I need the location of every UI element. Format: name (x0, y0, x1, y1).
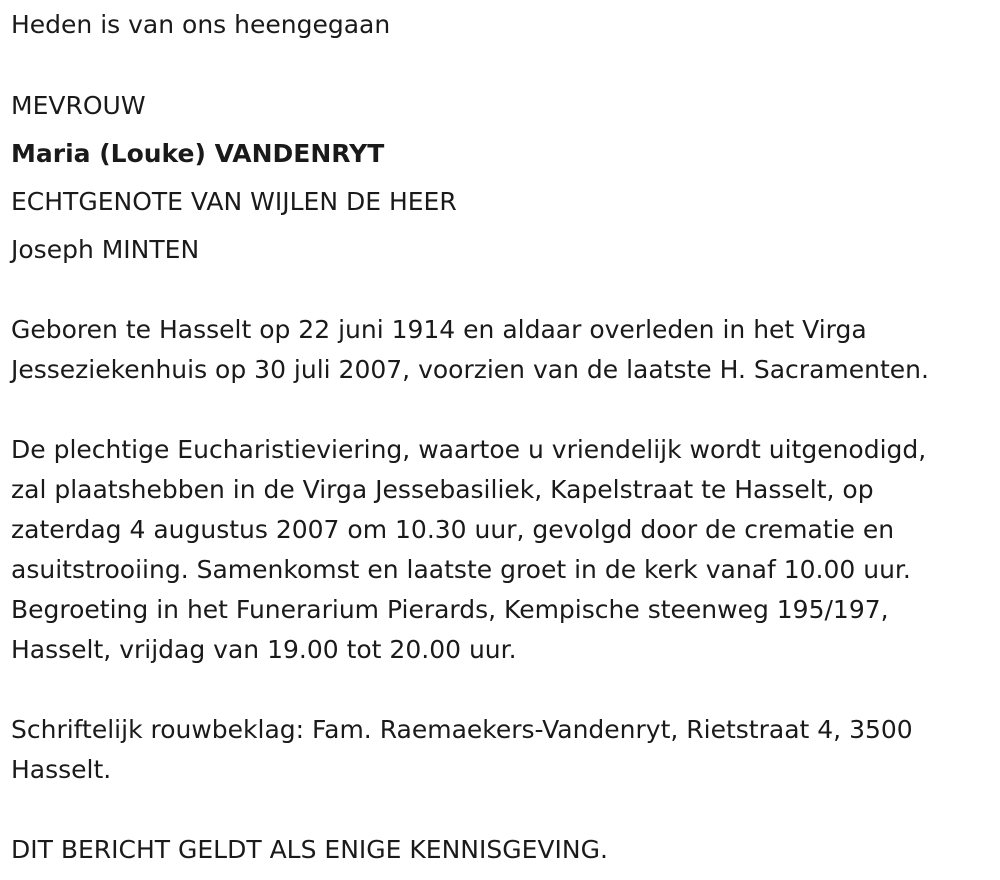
paragraph-line: Schriftelijk rouwbeklag: Fam. Raemaekers-Vandenryt, Rietstraat 4, 3500 (11, 715, 913, 744)
paragraph-line: Begroeting in het Funerarium Pierards, Kempische steenweg 195/197, (11, 595, 889, 624)
paragraph-line: De plechtige Eucharistieviering, waartoe u vriendelijk wordt uitgenodigd, (11, 435, 927, 464)
deceased-name: Maria (Louke) VANDENRYT (11, 139, 385, 168)
paragraph-line: Hasselt. (11, 755, 112, 784)
paragraph-line: Jesseziekenhuis op 30 juli 2007, voorzien van de laatste H. Sacramenten. (11, 355, 929, 384)
closing-statement: DIT BERICHT GELDT ALS ENIGE KENNISGEVING. (11, 835, 608, 864)
paragraph-line: asuitstrooiing. Samenkomst en laatste groet in de kerk vanaf 10.00 uur. (11, 555, 911, 584)
relation-text: ECHTGENOTE VAN WIJLEN DE HEER (11, 187, 457, 216)
paragraph-line: zaterdag 4 augustus 2007 om 10.30 uur, gevolgd door de crematie en (11, 515, 895, 544)
paragraph-line: Geboren te Hasselt op 22 juni 1914 en aldaar overleden in het Virga (11, 315, 867, 344)
paragraph-line: Hasselt, vrijdag van 19.00 tot 20.00 uur. (11, 635, 517, 664)
paragraph-line: zal plaatshebben in de Virga Jessebasiliek, Kapelstraat te Hasselt, op (11, 475, 874, 504)
salutation: MEVROUW (11, 91, 146, 120)
spouse-name: Joseph MINTEN (11, 235, 200, 264)
intro-text: Heden is van ons heengegaan (11, 10, 391, 39)
